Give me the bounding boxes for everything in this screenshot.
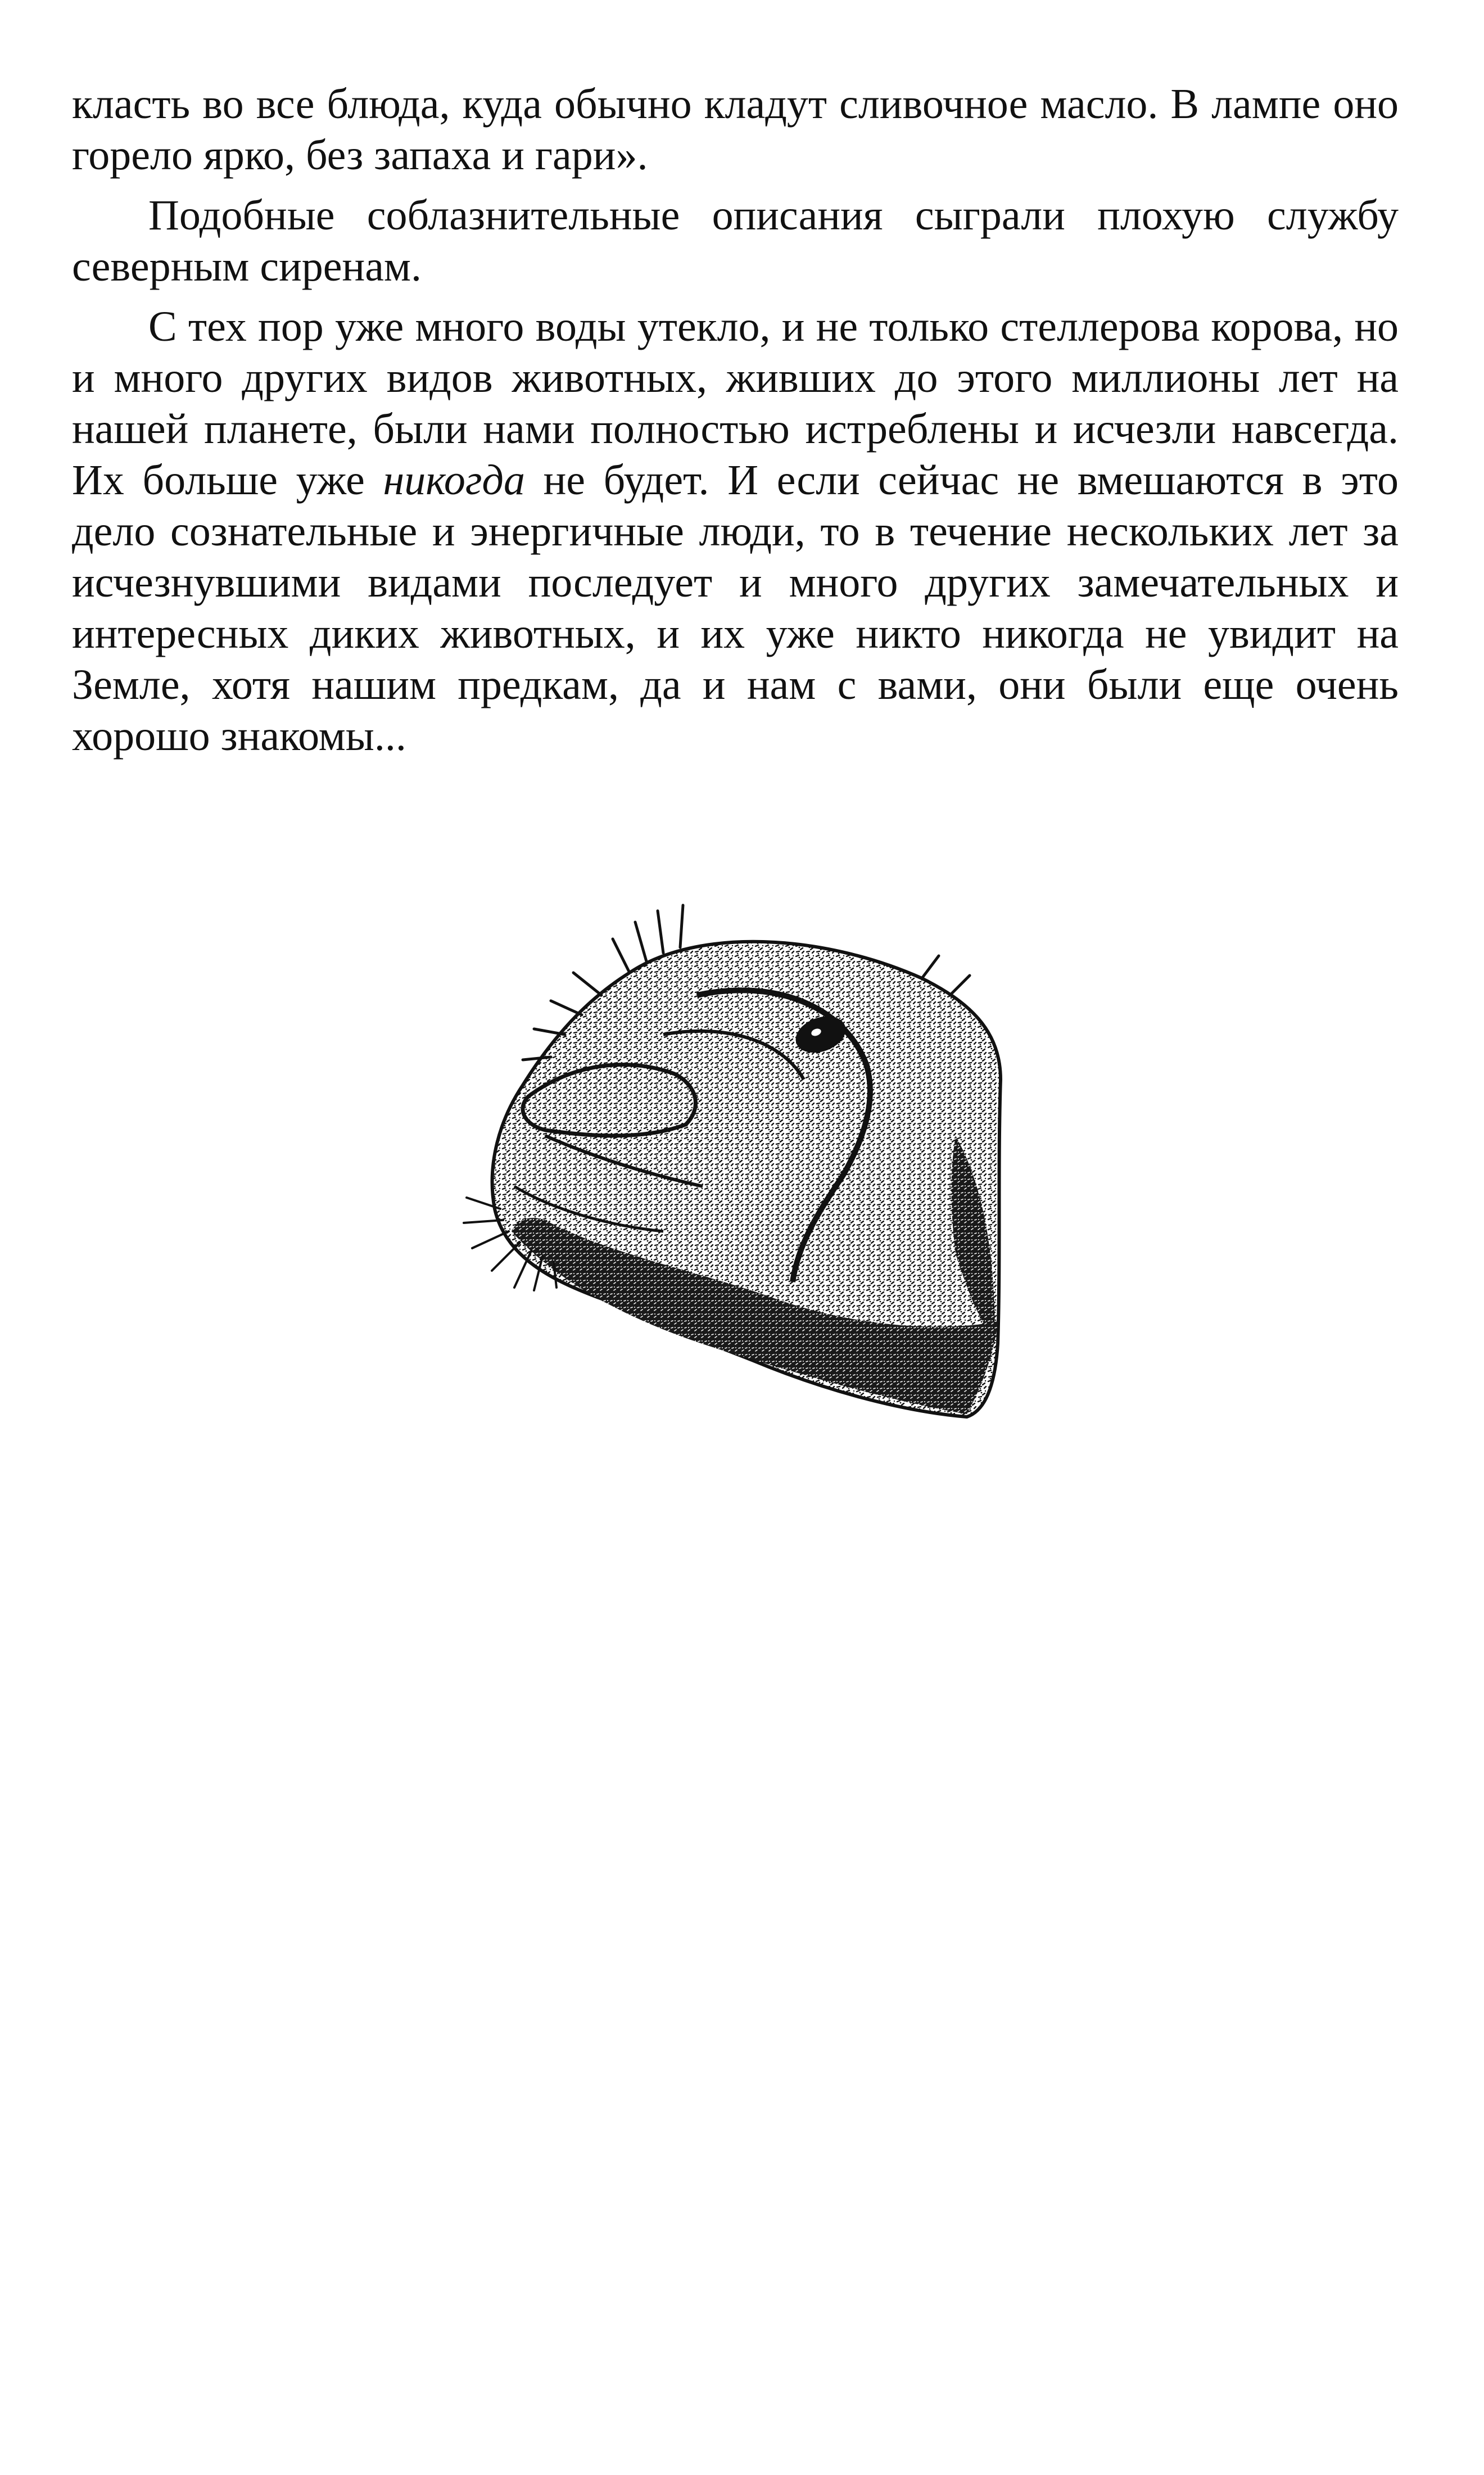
paragraph-extinction-start: С тех пор уже много воды утекло, и не только стеллерова корова, но и много других видов животных, живших до этого миллионы лет на нашей планете, были нами полностью истреблены и исчезли навсегда. Их больше уже — [72, 303, 1399, 504]
sea-cow-head-icon — [461, 894, 1012, 1434]
sea-cow-illustration — [461, 894, 1012, 1434]
paragraph-continuation: класть во все блюда, куда обычно кладут сливочное масло. В лампе оно горело ярко, без запаха и гари». — [72, 80, 1399, 179]
paragraph-extinction-end: не будет. И если сейчас не вмешаются в это дело сознательные и энергичные люди, то в течение нескольких лет за исчезнувшими видами последует и много других замечательных и интересных диких животных, и их уже никто никогда не увидит на Земле, хотя нашим предкам, да и нам с вами, они были еще очень хорошо знакомы... — [72, 457, 1399, 760]
body-text — [72, 79, 1399, 771]
paragraph-extinction — [72, 301, 1399, 771]
emphasis-never: никогда — [383, 457, 525, 504]
paragraph-descriptions: Подобные соблазнительные описания сыграли плохую службу северным сиренам. — [72, 192, 1399, 290]
